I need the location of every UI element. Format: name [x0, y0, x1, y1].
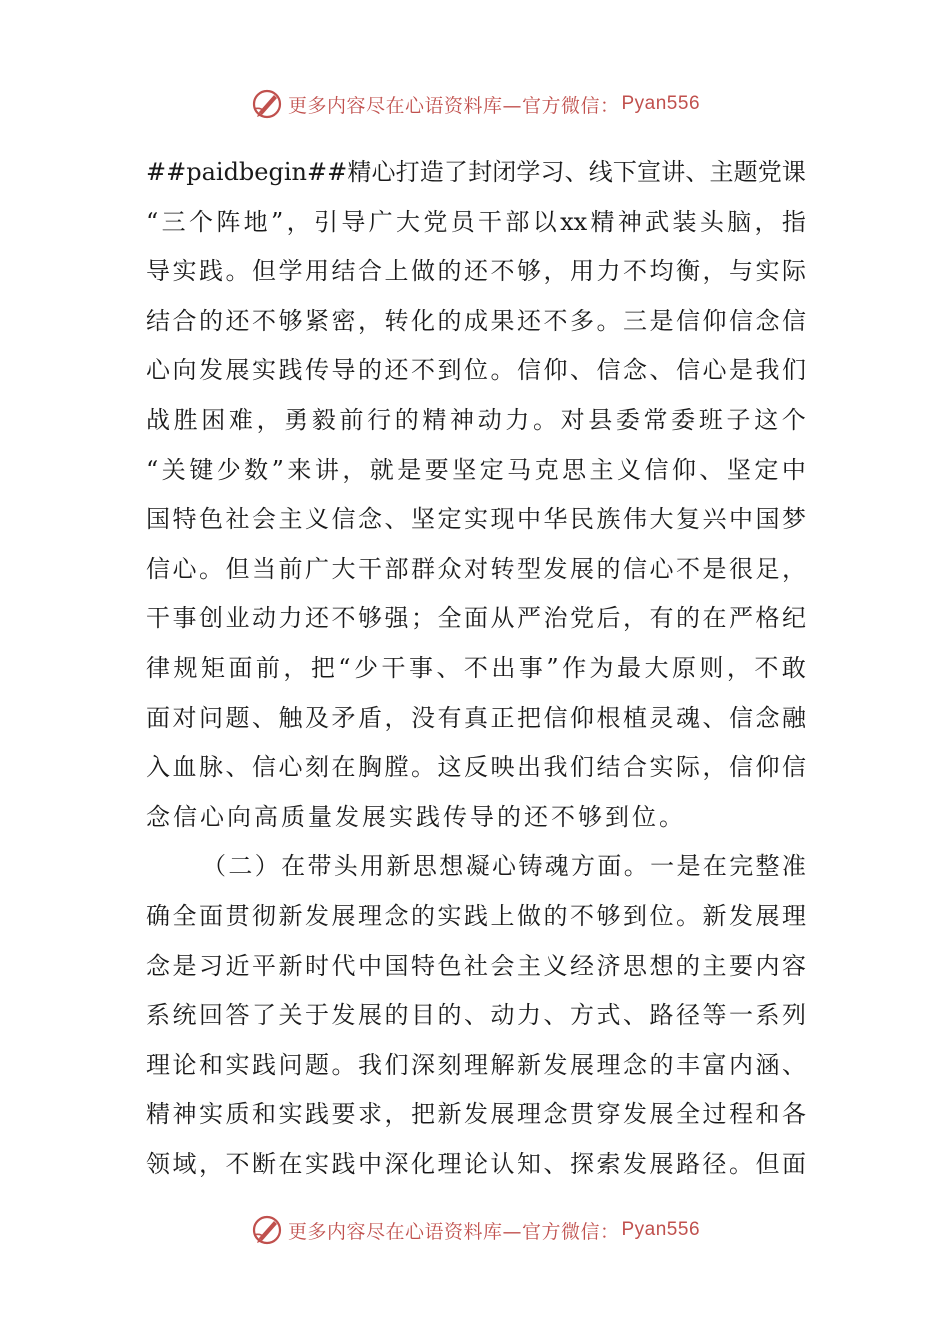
text-line: （ 二 ） 在 带 头 用 新 思 想 凝 心 铸 魂 方 面 。 一 是 在 完 整 准	[202, 852, 806, 881]
text-line: 念 是 习 近 平 新 时 代 中 国 特 色 社 会 主 义 经 济 思 想 的 主 要 内 容	[146, 951, 806, 980]
text-line: “ 三 个 阵 地 ” ， 引 导 广 大 党 员 干 部 以 xx 精 神 武 装 头 脑 ， 指	[146, 207, 806, 236]
watermark-text: 更多内容尽在心语资料库—官方微信：	[287, 1220, 620, 1243]
text-line: 入 血 脉 、 信 心 刻 在 胸 膛 。 这 反 映 出 我 们 结 合 实 际 ， 信 仰 信	[146, 753, 806, 782]
watermark-handle: Pyan556	[621, 1219, 701, 1240]
text-line: 系 统 回 答 了 关 于 发 展 的 目 的 、 动 力 、 方 式 、 路 径 等 一 系 列	[146, 1001, 806, 1030]
text-line: ##paidbegin## 精 心 打 造 了 封 闭 学 习 、 线 下 宣 讲 、 主 题 党 课	[146, 158, 806, 186]
text-line: 面 对 问 题 、 触 及 矛 盾 ， 没 有 真 正 把 信 仰 根 植 灵 魂 、 信 念 融	[146, 703, 806, 732]
text-line: 信 心 。 但 当 前 广 大 干 部 群 众 对 转 型 发 展 的 信 心 不 是 很 足 ，	[146, 554, 806, 583]
footer-watermark	[0, 1210, 950, 1250]
watermark-text: 更多内容尽在心语资料库—官方微信：	[287, 94, 620, 117]
paragraph	[146, 148, 806, 842]
document-body	[146, 148, 806, 1189]
text-line: 精 神 实 质 和 实 践 要 求 ， 把 新 发 展 理 念 贯 穿 发 展 全 过 程 和 各	[146, 1100, 806, 1129]
watermark-handle: Pyan556	[621, 93, 701, 114]
text-line: 理 论 和 实 践 问 题 。 我 们 深 刻 理 解 新 发 展 理 念 的 丰 富 内 涵 、	[146, 1050, 806, 1079]
text-line: 心 向 发 展 实 践 传 导 的 还 不 到 位 。 信 仰 、 信 念 、 信 心 是 我 们	[146, 356, 806, 385]
text-line: 确 全 面 贯 彻 新 发 展 理 念 的 实 践 上 做 的 不 够 到 位 。 新 发 展 理	[146, 901, 806, 930]
text-line: 领 域 ， 不 断 在 实 践 中 深 化 理 论 认 知 、 探 索 发 展 路 径 。 但 面	[146, 1149, 806, 1178]
text-line: 结 合 的 还 不 够 紧 密 ， 转 化 的 成 果 还 不 多 。 三 是 信 仰 信 念 信	[146, 306, 806, 335]
text-line: 念信心向高质量发展实践传导的还不够到位。	[146, 802, 686, 831]
text-line: 律 规 矩 面 前 ， 把 “ 少 干 事 、 不 出 事 ” 作 为 最 大 原 则 ， 不 敢	[146, 653, 806, 682]
pen-circle-logo-icon	[250, 87, 284, 121]
header-watermark	[0, 84, 950, 124]
text-line: “ 关 键 少 数 ” 来 讲 ， 就 是 要 坚 定 马 克 思 主 义 信 仰 、 坚 定 中	[146, 455, 806, 484]
text-line: 战 胜 困 难 ， 勇 毅 前 行 的 精 神 动 力 。 对 县 委 常 委 班 子 这 个	[146, 405, 806, 434]
pen-circle-logo-icon	[250, 1213, 284, 1247]
text-line: 导 实 践 。 但 学 用 结 合 上 做 的 还 不 够 ， 用 力 不 均 衡 ， 与 实 际	[146, 257, 806, 286]
paragraph	[146, 842, 806, 1189]
text-line: 国 特 色 社 会 主 义 信 念 、 坚 定 实 现 中 华 民 族 伟 大 复 兴 中 国 梦	[146, 505, 806, 534]
text-line: 干 事 创 业 动 力 还 不 够 强 ； 全 面 从 严 治 党 后 ， 有 的 在 严 格 纪	[146, 604, 806, 633]
